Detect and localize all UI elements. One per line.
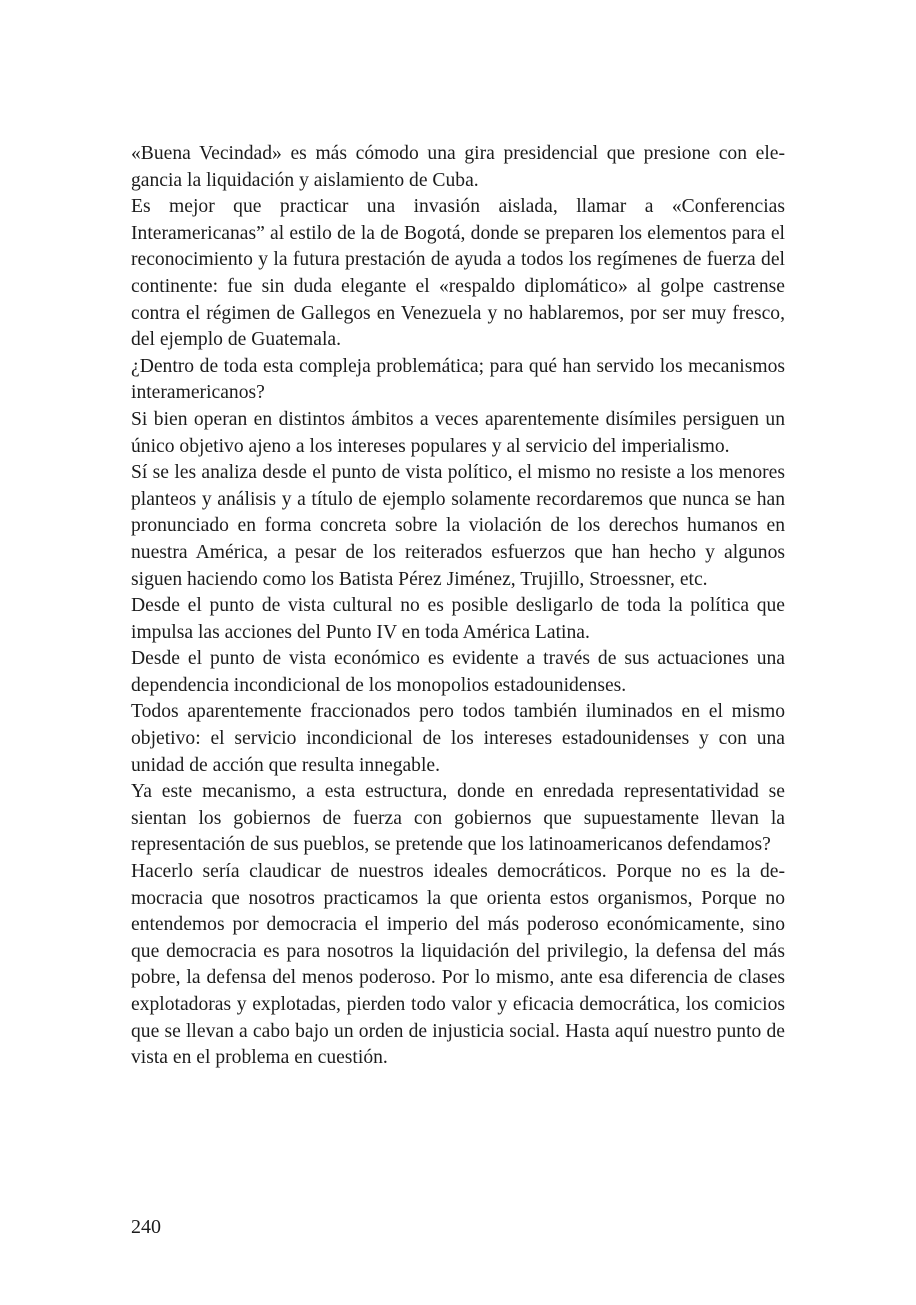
paragraph: Ya este mecanismo, a esta estructura, donde en enredada representatividad se sientan los gobiernos de fuerza con gobiernos que supuestamente llevan la representación de sus pueblos, se pretende que los latinoamericanos defendamos? bbox=[131, 781, 785, 856]
paragraph: Desde el punto de vista económico es evidente a través de sus actuaciones una dependencia incondicional de los monopolios estadounidenses. bbox=[131, 648, 785, 696]
paragraph: Hacerlo sería claudicar de nuestros ideales democráticos. Porque no es la democracia que nosotros practicamos la que orienta estos organismos, Porque no entendemos por democracia el imperio del más poderoso económicamente, sino que democracia es para nosotros la liquidación del privilegio, la defensa del más pobre, la defensa del menos poderoso. Por lo mismo, ante esa diferencia de clases explotadoras y explotadas, pierden todo valor y eficacia democrática, los comicios que se llevan a cabo bajo un orden de injusticia social. Hasta aquí nuestro punto de vista en el problema en cuestión. bbox=[131, 861, 785, 1069]
paragraph: «Buena Vecindad» es más cómodo una gira presidencial que presione con elegancia la liquidación y aislamiento de Cuba. bbox=[131, 143, 785, 191]
paragraph: Todos aparentemente fraccionados pero todos también iluminados en el mismo objetivo: el servicio incondicional de los intereses estadounidenses y con una unidad de acción que resulta innegable. bbox=[131, 701, 785, 776]
paragraph: Desde el punto de vista cultural no es posible desligarlo de toda la política que impulsa las acciones del Punto IV en toda América Latina. bbox=[131, 595, 785, 643]
paragraph: ¿Dentro de toda esta compleja problemática; para qué han servido los mecanismos interamericanos? bbox=[131, 355, 785, 404]
body-text bbox=[131, 141, 785, 1072]
paragraph: Es mejor que practicar una invasión aislada, llamar a «Conferencias Interamericanas” al estilo de la de Bogotá, donde se preparen los elementos para el reconocimiento y la futura prestación de ayuda a todos los regímenes de fuerza del continente: fue sin duda elegante el «respaldo diplomático» al golpe castrense contra el régimen de Gallegos en Venezuela y no hablaremos, por ser muy fresco, del ejemplo de Guatemala. bbox=[131, 196, 785, 351]
page-number: 240 bbox=[131, 1216, 161, 1238]
paragraph: Si bien operan en distintos ámbitos a veces aparentemente disímiles persiguen un único objetivo ajeno a los intereses populares y al servicio del imperialismo. bbox=[131, 408, 785, 457]
paragraph: Sí se les analiza desde el punto de vista político, el mismo no resiste a los menores planteos y análisis y a título de ejemplo solamente recordaremos que nunca se han pronunciado en forma concreta sobre la violación de los derechos humanos en nuestra América, a pesar de los reiterados esfuerzos que han hecho y algunos siguen haciendo como los Batista Pérez Jiménez, Trujillo, Stroessner, etc. bbox=[131, 462, 785, 590]
